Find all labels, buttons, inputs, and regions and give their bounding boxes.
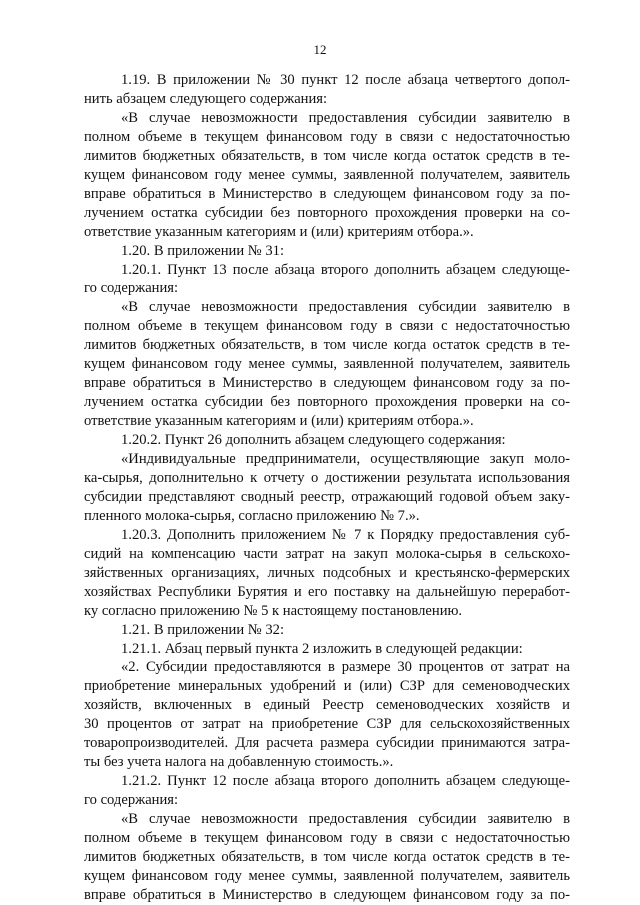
text-line: го содержания: bbox=[84, 280, 179, 297]
text-line: «2. Субсидии предоставляются в размере 30 процентов от затрат на bbox=[121, 659, 570, 676]
text-line: сидий на компенсацию части затрат на закуп молока-сырья в сельскохо- bbox=[84, 545, 570, 562]
text-line: субсидии представляют сводный реестр, отражающий годовой объем заку- bbox=[84, 488, 570, 505]
text-line: лимитов бюджетных обязательств, в том числе когда остаток средств в те- bbox=[84, 337, 570, 354]
text-line: приобретение минеральных удобрений и (или) СЗР для семеноводческих bbox=[84, 678, 570, 695]
text-line: полном объеме в текущем финансовом году в связи с недостаточностью bbox=[84, 318, 570, 335]
text-line: вправе обратиться в Министерство в следующем финансовом году за по- bbox=[84, 185, 570, 202]
text-line: лучением остатка субсидии без повторного прохождения проверки на со- bbox=[84, 394, 570, 411]
text-line: «В случае невозможности предоставления субсидии заявителю в bbox=[121, 299, 570, 316]
text-line: вправе обратиться в Министерство в следующем финансовом году за по- bbox=[84, 886, 570, 903]
text-line: пленного молока-сырья, согласно приложению № 7.». bbox=[84, 507, 420, 524]
text-line: кущем финансовом году менее суммы, заявленной получателем, заявитель bbox=[84, 867, 570, 884]
text-line: 1.21.1. Абзац первый пункта 2 изложить в следующей редакции: bbox=[121, 640, 523, 657]
text-line: 30 процентов от затрат на приобретение СЗР для сельскохозяйственных bbox=[84, 716, 570, 733]
text-line: лимитов бюджетных обязательств, в том числе когда остаток средств в те- bbox=[84, 147, 570, 164]
text-line: ку согласно приложению № 5 к настоящему постановлению. bbox=[84, 602, 463, 619]
text-line: 1.20.2. Пункт 26 дополнить абзацем следующего содержания: bbox=[121, 432, 506, 449]
text-line: товаропроизводителей. Для расчета размера субсидии принимаются затра- bbox=[84, 735, 570, 752]
text-line: ответствие указанным категориям и (или) критериям отбора.». bbox=[84, 413, 474, 430]
text-line: ты без учета налога на добавленную стоимость.». bbox=[84, 754, 394, 771]
text-line: вправе обратиться в Министерство в следующем финансовом году за по- bbox=[84, 375, 570, 392]
text-line: «Индивидуальные предприниматели, осуществляющие закуп моло- bbox=[121, 451, 570, 467]
text-line: полном объеме в текущем финансовом году в связи с недостаточностью bbox=[84, 128, 570, 145]
text-line: полном объеме в текущем финансовом году в связи с недостаточностью bbox=[84, 830, 570, 846]
text-line: 1.21.2. Пункт 12 после абзаца второго дополнить абзацем следующе- bbox=[121, 773, 570, 790]
text-line: 1.20.3. Дополнить приложением № 7 к Порядку предоставления суб- bbox=[121, 526, 570, 543]
text-line: «В случае невозможности предоставления субсидии заявителю в bbox=[121, 811, 570, 828]
page-number: 12 bbox=[313, 42, 327, 57]
text-line: хозяйствах Республики Бурятия и его поставку на дальнейшую переработ- bbox=[84, 583, 570, 600]
text-line: 1.20.1. Пункт 13 после абзаца второго дополнить абзацем следующе- bbox=[121, 261, 570, 278]
text-line: лучением остатка субсидии без повторного прохождения проверки на со- bbox=[84, 204, 570, 221]
text-line: «В случае невозможности предоставления субсидии заявителю в bbox=[121, 109, 570, 126]
text-line: 1.21. В приложении № 32: bbox=[121, 621, 285, 638]
text-line: 1.20. В приложении № 31: bbox=[121, 242, 285, 259]
text-line: го содержания: bbox=[84, 792, 179, 809]
text-line: ка-сырья, дополнительно к отчету о достижении результата использования bbox=[84, 469, 570, 486]
text-line: зяйственных организациях, личных подсобных и крестьянско-фермерских bbox=[84, 564, 570, 581]
text-line: хозяйств, включенных в единый Реестр семеноводческих хозяйств и bbox=[84, 697, 570, 714]
text-line: лимитов бюджетных обязательств, в том числе когда остаток средств в те- bbox=[84, 848, 570, 865]
text-line: нить абзацем следующего содержания: bbox=[84, 90, 328, 107]
text-line: 1.19. В приложении № 30 пункт 12 после абзаца четвертого допол- bbox=[121, 72, 570, 88]
text-line: ответствие указанным категориям и (или) критериям отбора.». bbox=[84, 223, 474, 240]
text-line: кущем финансовом году менее суммы, заявленной получателем, заявитель bbox=[84, 166, 570, 183]
text-line: кущем финансовом году менее суммы, заявленной получателем, заявитель bbox=[84, 356, 570, 373]
